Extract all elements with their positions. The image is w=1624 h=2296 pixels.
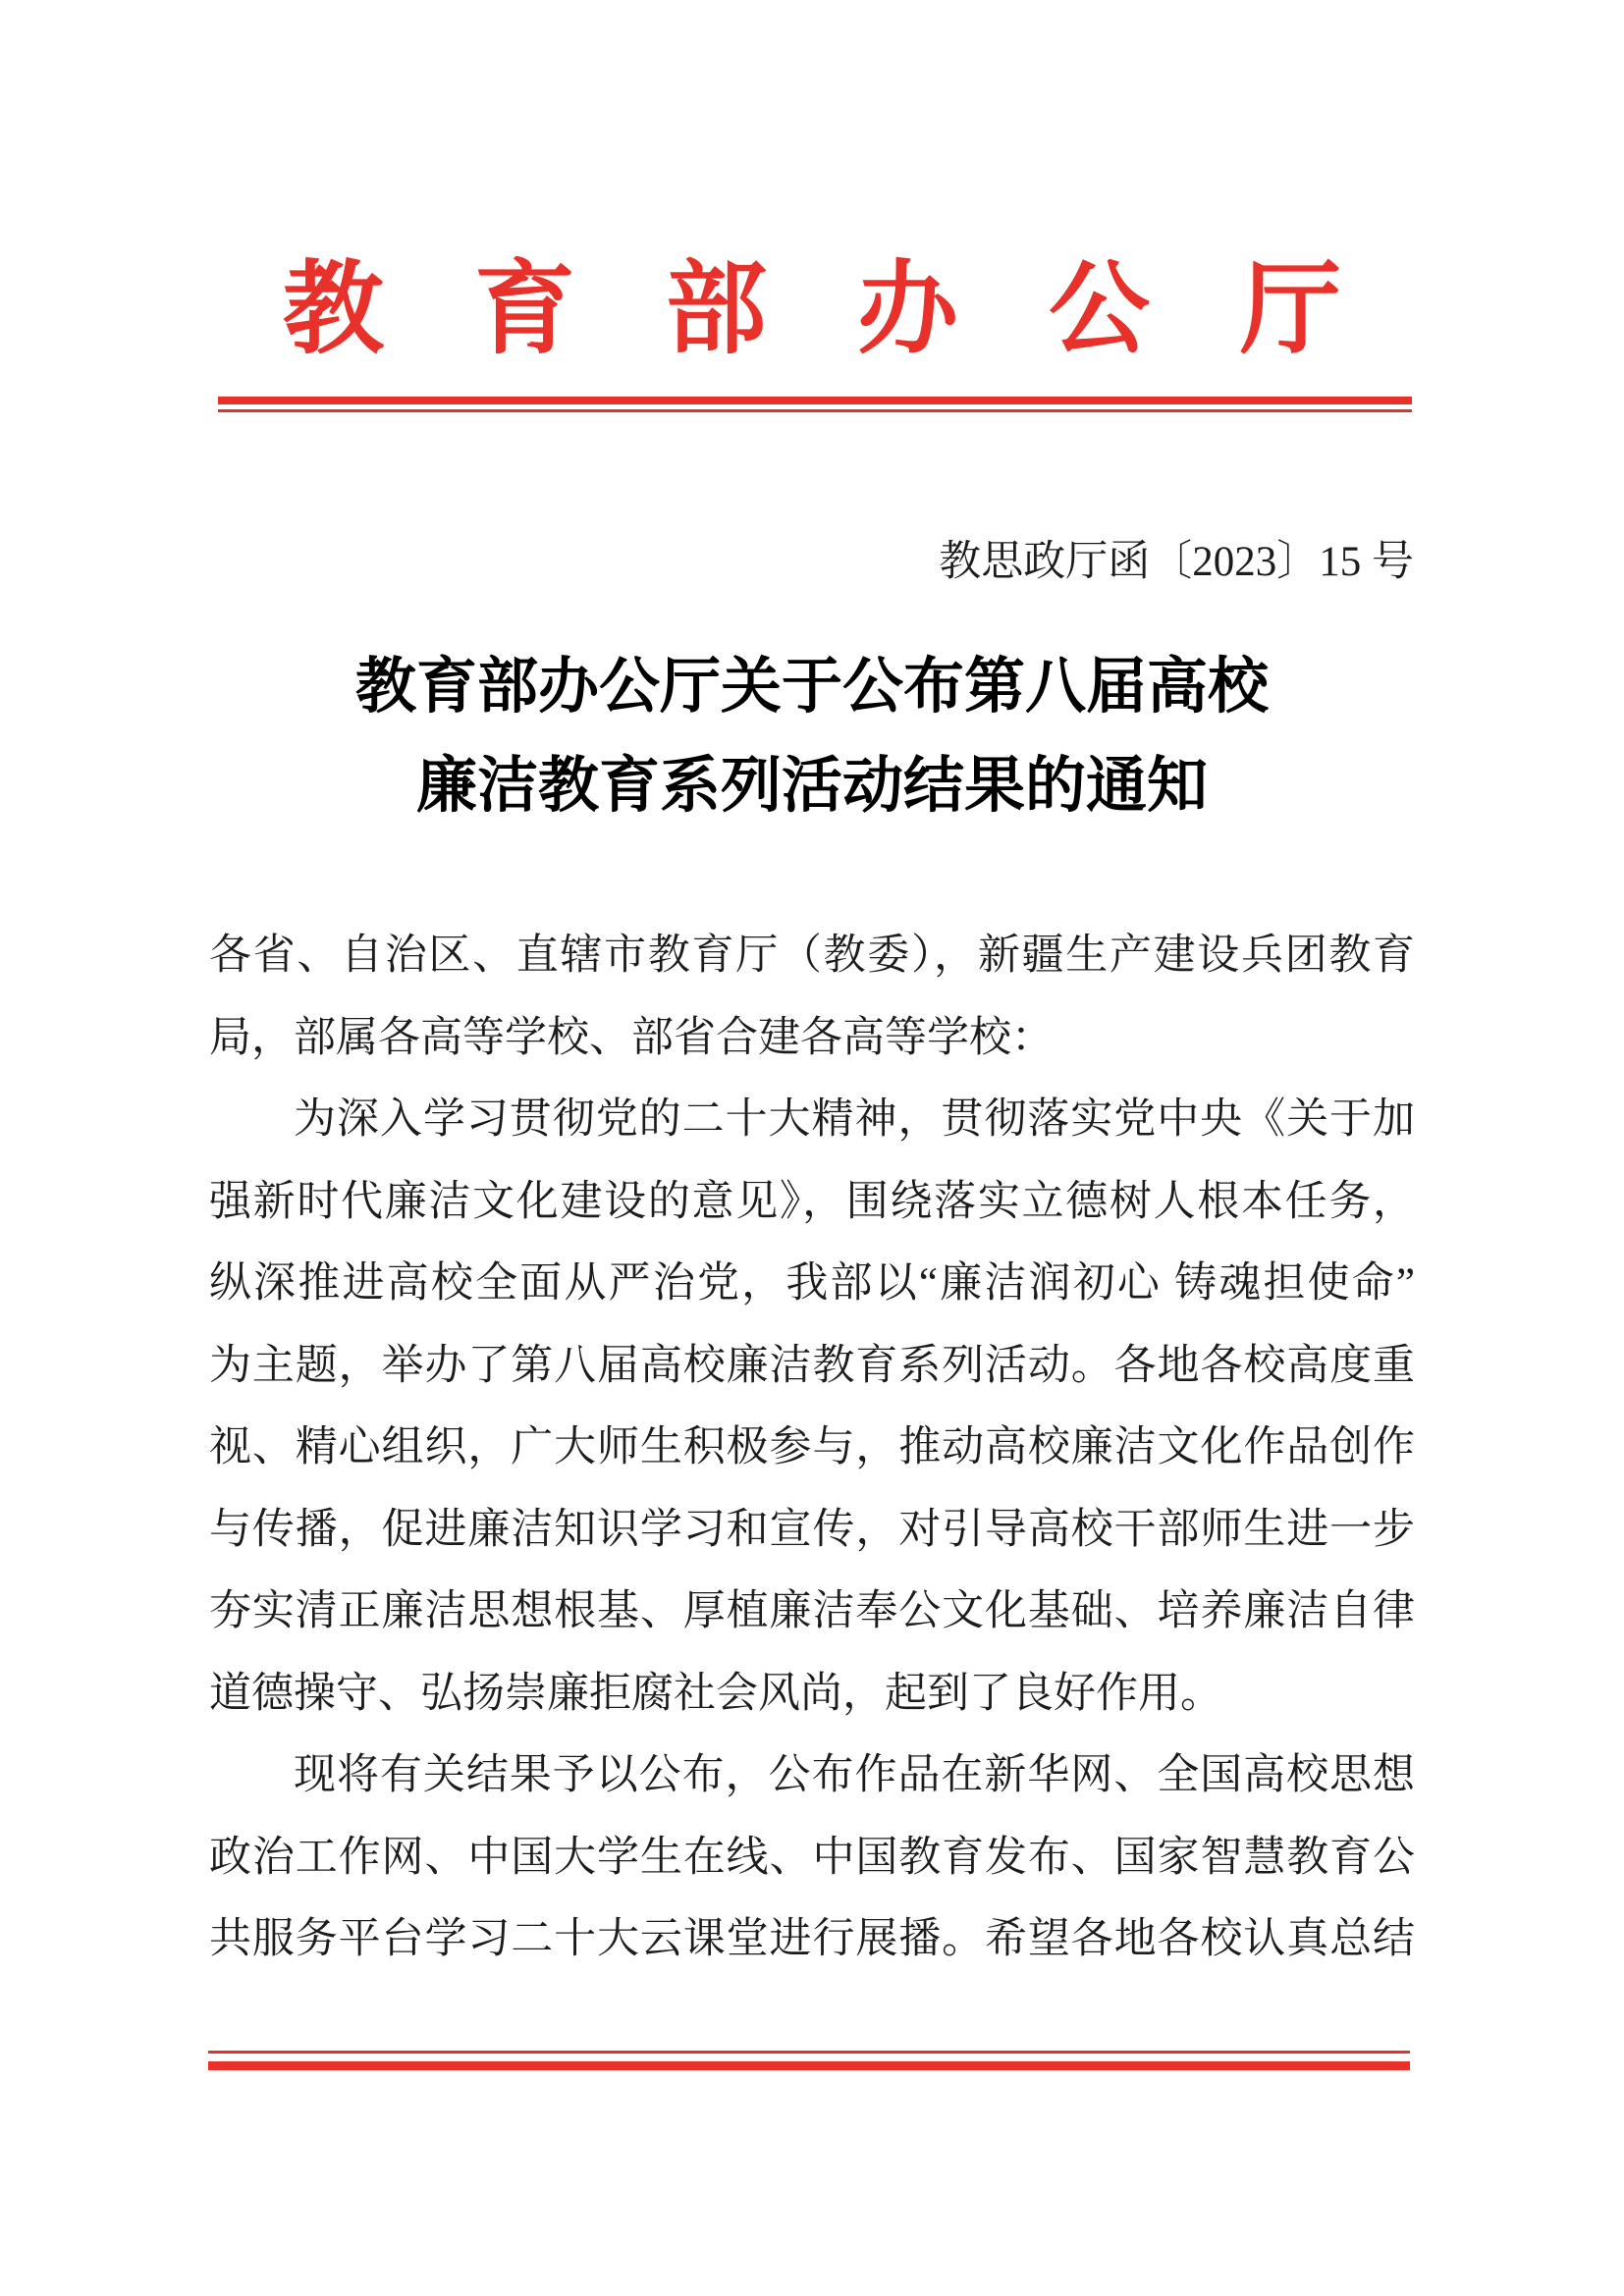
notice-title-line2: 廉洁教育系列活动结果的通知 (415, 753, 1208, 820)
body-line: 现将有关结果予以公布，公布作品在新华网、全国高校思想 (294, 1752, 1415, 1798)
body-line: 纵深推进高校全面从严治党，我部以“廉洁润初心 铸魂担使命” (209, 1260, 1415, 1307)
bottom-red-rule-thin (208, 2051, 1410, 2054)
body-line: 共服务平台学习二十大云课堂进行展播。希望各地各校认真总结 (209, 1916, 1415, 1962)
body-line: 夯实清正廉洁思想根基、厚植廉洁奉公文化基础、培养廉洁自律 (209, 1588, 1415, 1634)
bottom-red-rule-thick (208, 2061, 1410, 2070)
body-line: 与传播，促进廉洁知识学习和宣传，对引导高校干部师生进一步 (209, 1506, 1415, 1553)
top-red-rule-thin (218, 409, 1412, 412)
notice-title-line1: 教育部办公厅关于公布第八届高校 (354, 654, 1269, 721)
body-line: 道德操守、弘扬崇廉拒腐社会风尚，起到了良好作用。 (209, 1670, 1222, 1717)
document-reference-number: 教思政厅函〔2023〕15 号 (939, 539, 1414, 585)
body-line: 为主题，举办了第八届高校廉洁教育系列活动。各地各校高度重 (209, 1342, 1415, 1389)
body-line: 政治工作网、中国大学生在线、中国教育发布、国家智慧教育公 (209, 1834, 1415, 1881)
notice-body (209, 915, 1415, 1981)
body-line: 局，部属各高等学校、部省合建各高等学校： (209, 1014, 1054, 1061)
body-line: 为深入学习贯彻党的二十大精神，贯彻落实党中央《关于加 (294, 1096, 1415, 1143)
body-line: 视、精心组织，广大师生积极参与，推动高校廉洁文化作品创作 (209, 1424, 1415, 1470)
letterhead-agency-title: 教育部办公厅 (283, 254, 1432, 366)
body-line: 各省、自治区、直辖市教育厅（教委），新疆生产建设兵团教育 (209, 933, 1415, 979)
body-line: 强新时代廉洁文化建设的意见》，围绕落实立德树人根本任务， (209, 1178, 1415, 1225)
top-red-rule-thick (218, 397, 1412, 404)
notice-title (0, 638, 1624, 836)
